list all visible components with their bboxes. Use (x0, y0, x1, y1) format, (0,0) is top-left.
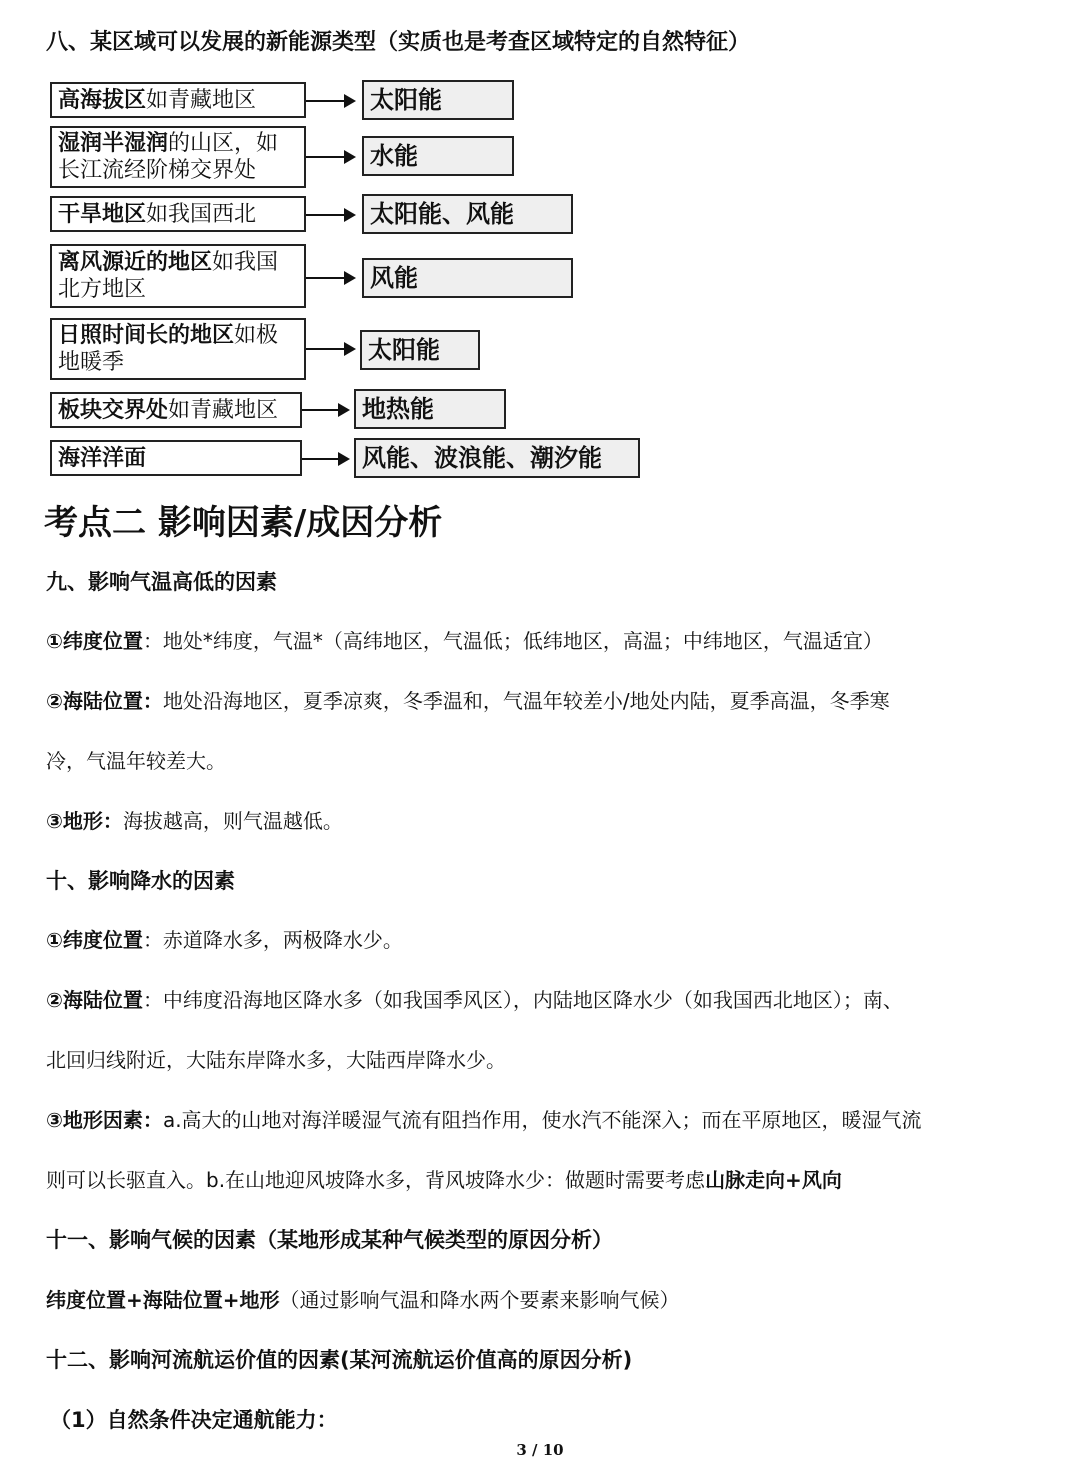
section-11-title: 十一、影响气候的因素（某地形成某种气候类型的原因分析） (46, 1228, 613, 1252)
region-label-rest: 如青藏地区 (146, 87, 257, 113)
region-label-bold: 离风源近的地区 (58, 250, 213, 275)
region-box-humid-mountain (50, 126, 306, 188)
item-text: 海拔越高，则气温越低。 (122, 809, 343, 833)
region-box-plate-boundary (50, 392, 302, 428)
item-text: （通过影响气温和降水两个要素来影响气候） (279, 1288, 680, 1312)
arrow-icon (302, 458, 348, 460)
region-box-wind-source (50, 244, 306, 308)
kaodian-2-heading: 考点二 影响因素/成因分析 (44, 503, 443, 543)
arrow-icon (306, 100, 354, 102)
section-9-item-2-cont: 冷，气温年较差大。 (46, 749, 226, 773)
section-10-item-3 (46, 1105, 1056, 1135)
section-10-item-1 (46, 925, 1056, 955)
item-label: ①纬度位置 (46, 928, 143, 952)
section-12-sub-1: （1）自然条件决定通航能力： (50, 1408, 338, 1432)
energy-box-solar: 太阳能 (362, 80, 514, 120)
region-box-arid (50, 196, 306, 232)
energy-box-solar-2: 太阳能 (360, 330, 480, 370)
item-label: ②海陆位置： (46, 689, 163, 713)
arrow-icon (302, 409, 348, 411)
section-10-title: 十、影响降水的因素 (46, 869, 235, 893)
item-emphasis: 山脉走向+风向 (705, 1168, 842, 1192)
region-label-bold: 湿润半湿润 (58, 131, 169, 156)
arrow-icon (306, 214, 354, 216)
item-text: a.高大的山地对海洋暖湿气流有阻挡作用，使水汽不能深入；而在平原地区，暖湿气流 (162, 1108, 922, 1132)
item-label: ③地形因素： (46, 1108, 163, 1132)
section-10-item-3-cont (46, 1165, 1056, 1195)
item-text: 则可以长驱直入。b.在山地迎风坡降水多，背风坡降水少：做题时需要考虑 (46, 1168, 706, 1192)
item-text: ：赤道降水多，两极降水少。 (142, 928, 403, 952)
item-text: ：地处*纬度，气温*（高纬地区，气温低；低纬地区，高温；中纬地区，气温适宜） (142, 629, 883, 653)
energy-box-ocean: 风能、波浪能、潮汐能 (354, 438, 640, 478)
section-10-item-2-cont: 北回归线附近，大陆东岸降水多，大陆西岸降水少。 (46, 1048, 506, 1072)
item-text: ：中纬度沿海地区降水多（如我国季风区），内陆地区降水少（如我国西北地区）；南、 (142, 988, 903, 1012)
region-label-bold: 干旱地区 (58, 201, 147, 227)
section-9-item-2 (46, 686, 1056, 716)
arrow-icon (306, 277, 354, 279)
section-11-item-1 (46, 1285, 1056, 1315)
page-number: 3 / 10 (516, 1441, 564, 1459)
region-label-rest: 如极地暖季 (58, 323, 279, 375)
region-box-ocean (50, 440, 302, 476)
energy-box-hydro: 水能 (362, 136, 514, 176)
region-label-bold: 海洋洋面 (58, 445, 147, 471)
arrow-icon (306, 156, 354, 158)
energy-box-wind: 风能 (362, 258, 573, 298)
section-12-title: 十二、影响河流航运价值的因素(某河流航运价值高的原因分析) (46, 1348, 633, 1372)
item-label: 纬度位置+海陆位置+地形 (46, 1288, 280, 1312)
region-label-bold: 板块交界处 (58, 397, 169, 423)
item-text: 地处沿海地区，夏季凉爽，冬季温和，气温年较差小/地处内陆，夏季高温，冬季寒 (162, 689, 890, 713)
energy-box-geothermal: 地热能 (354, 389, 506, 429)
region-label-rest: 如我国北方地区 (58, 250, 279, 302)
section-8-title: 八、某区域可以发展的新能源类型（实质也是考查区域特定的自然特征） (46, 30, 751, 55)
section-10-item-2 (46, 985, 1056, 1015)
section-9-title: 九、影响气温高低的因素 (46, 570, 277, 594)
region-label-rest: 如青藏地区 (168, 397, 279, 423)
section-9-item-1 (46, 626, 1056, 656)
region-label-rest: 的山区，如长江流经阶梯交界处 (58, 131, 279, 183)
energy-box-solar-wind: 太阳能、风能 (362, 194, 573, 234)
section-9-item-3 (46, 806, 1056, 836)
item-label: ②海陆位置 (46, 988, 143, 1012)
item-label: ①纬度位置 (46, 629, 143, 653)
region-label-bold: 日照时间长的地区 (58, 323, 235, 348)
region-box-long-sunshine (50, 318, 306, 380)
item-label: ③地形： (46, 809, 123, 833)
region-box-high-altitude (50, 82, 306, 118)
region-label-bold: 高海拔区 (58, 87, 147, 113)
region-label-rest: 如我国西北 (146, 201, 257, 227)
arrow-icon (306, 348, 354, 350)
